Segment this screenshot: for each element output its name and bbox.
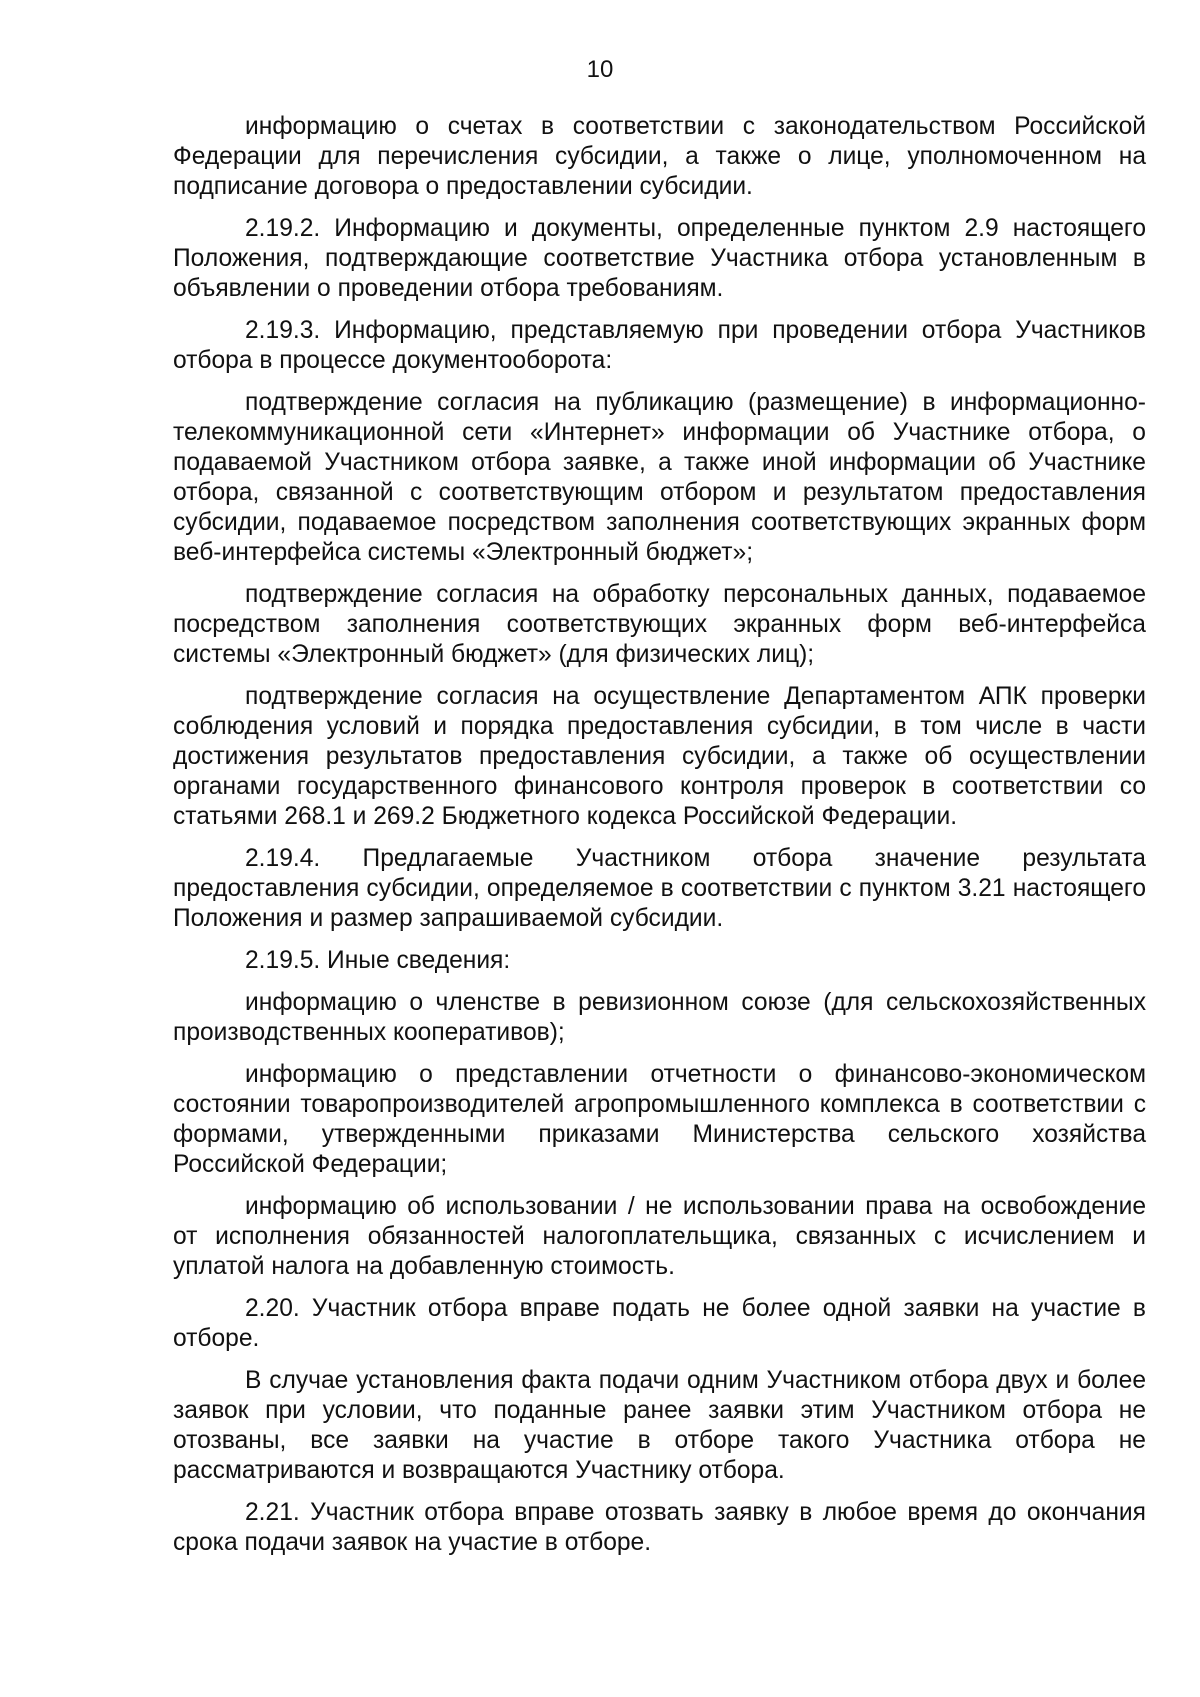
- paragraph-account-info: информацию о счетах в соответствии с законодательством Российской Федерации для перечисления субсидии, а также о лице, уполномоченном на подписание договора о предоставлении субсидии.: [173, 113, 1146, 200]
- paragraph-consent-inspection: подтверждение согласия на осуществление Департаментом АПК проверки соблюдения условий и порядка предоставления субсидии, в том числе в части достижения результатов предоставления субсидии, а также об осуществлении органами государственного финансового контроля проверок в соответствии со статьями 268.1 и 269.2 Бюджетного кодекса Российской Федерации.: [173, 683, 1146, 830]
- paragraph-2-19-2: 2.19.2. Информацию и документы, определенные пунктом 2.9 настоящего Положения, подтверждающие соответствие Участника отбора установленным в объявлении о проведении отбора требованиям.: [173, 215, 1146, 302]
- paragraph-2-21: 2.21. Участник отбора вправе отозвать заявку в любое время до окончания срока подачи заявок на участие в отборе.: [173, 1499, 1146, 1556]
- paragraph-consent-personal-data: подтверждение согласия на обработку персональных данных, подаваемое посредством заполнения соответствующих экранных форм веб-интерфейса системы «Электронный бюджет» (для физических лиц);: [173, 581, 1146, 668]
- document-body: [173, 112, 1146, 1558]
- paragraph-2-19-3: 2.19.3. Информацию, представляемую при проведении отбора Участников отбора в процессе документооборота:: [173, 317, 1146, 374]
- paragraph-audit-union: информацию о членстве в ревизионном союзе (для сельскохозяйственных производственных кооперативов);: [173, 989, 1146, 1046]
- paragraph-vat-exemption: информацию об использовании / не использовании права на освобождение от исполнения обязанностей налогоплательщика, связанных с исчислением и уплатой налога на добавленную стоимость.: [173, 1193, 1146, 1280]
- paragraph-reporting: информацию о представлении отчетности о финансово-экономическом состоянии товаропроизводителей агропромышленного комплекса в соответствии с формами, утвержденными приказами Министерства сельского хозяйства Российской Федерации;: [173, 1061, 1146, 1178]
- paragraph-2-20: 2.20. Участник отбора вправе подать не более одной заявки на участие в отборе.: [173, 1295, 1146, 1352]
- paragraph-consent-publication: подтверждение согласия на публикацию (размещение) в информационно-телекоммуникационной сети «Интернет» информации об Участнике отбора, о подаваемой Участником отбора заявке, а также иной информации об Участнике отбора, связанной с соответствующим отбором и результатом предоставления субсидии, подаваемое посредством заполнения соответствующих экранных форм веб-интерфейса системы «Электронный бюджет»;: [173, 389, 1146, 566]
- paragraph-duplicate-applications: В случае установления факта подачи одним Участником отбора двух и более заявок при условии, что поданные ранее заявки этим Участником отбора не отозваны, все заявки на участие в отборе такого Участника отбора не рассматриваются и возвращаются Участнику отбора.: [173, 1367, 1146, 1484]
- paragraph-2-19-4: 2.19.4. Предлагаемые Участником отбора значение результата предоставления субсидии, определяемое в соответствии с пунктом 3.21 настоящего Положения и размер запрашиваемой субсидии.: [173, 845, 1146, 932]
- page-number: 10: [586, 56, 614, 83]
- paragraph-2-19-5: 2.19.5. Иные сведения:: [245, 947, 511, 974]
